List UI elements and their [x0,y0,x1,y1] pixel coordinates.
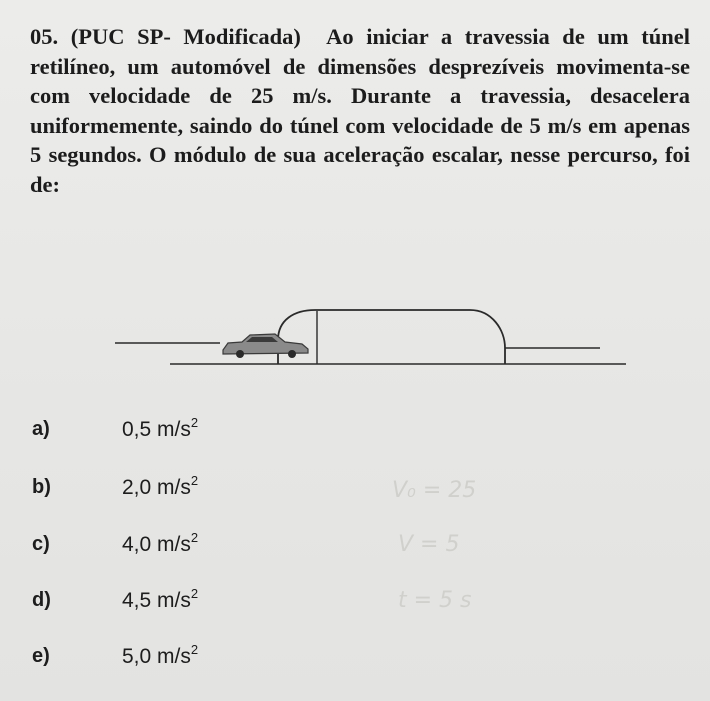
option-c[interactable] [32,530,332,563]
option-e[interactable] [32,642,332,675]
option-value: 4,5 $m/s^2$ [122,586,199,612]
question-source: (PUC SP- Modificada) [70,24,301,49]
option-letter: c) [32,533,50,555]
option-exponent: 2 [190,415,199,430]
option-b[interactable] [32,473,332,506]
car-icon [223,334,308,358]
option-exponent: 2 [190,642,199,657]
option-letter: d) [32,589,51,611]
option-d[interactable] [32,586,332,619]
car-tunnel-figure [110,298,630,378]
option-exponent: 2 [190,530,199,545]
option-value: 5,0 $m/s^2$ [122,642,199,668]
question-paragraph [30,22,690,199]
option-value: 4,0 $m/s^2$ [122,530,199,556]
option-exponent: 2 [190,473,199,488]
option-value: 2,0 $m/s^2$ [122,473,199,499]
tunnel-shape [278,310,505,364]
option-letter: a) [32,418,50,440]
handwritten-note: V₀ = 25 [392,478,477,503]
question-number: 05. [30,24,59,49]
option-value: 0,5 $m/s^2$ [122,415,199,441]
question-text: Ao iniciar a travessia de um túnel retilíneo, um automóvel de dimensões desprezíveis movimenta-se com velocidade de 25 m/s. Durante a travessia, desacelera uniformemente, saindo do túnel com velocidade de 5 m/s em apenas 5 segundos. O módulo de sua aceleração escalar, nesse percurso, foi de: [30,24,691,197]
option-letter: e) [32,645,50,667]
option-a[interactable] [32,415,332,448]
question-block [30,22,690,199]
option-exponent: 2 [190,586,199,601]
handwritten-note: V = 5 [398,532,460,557]
handwritten-note: t = 5 s [398,588,472,613]
option-letter: b) [32,476,51,498]
